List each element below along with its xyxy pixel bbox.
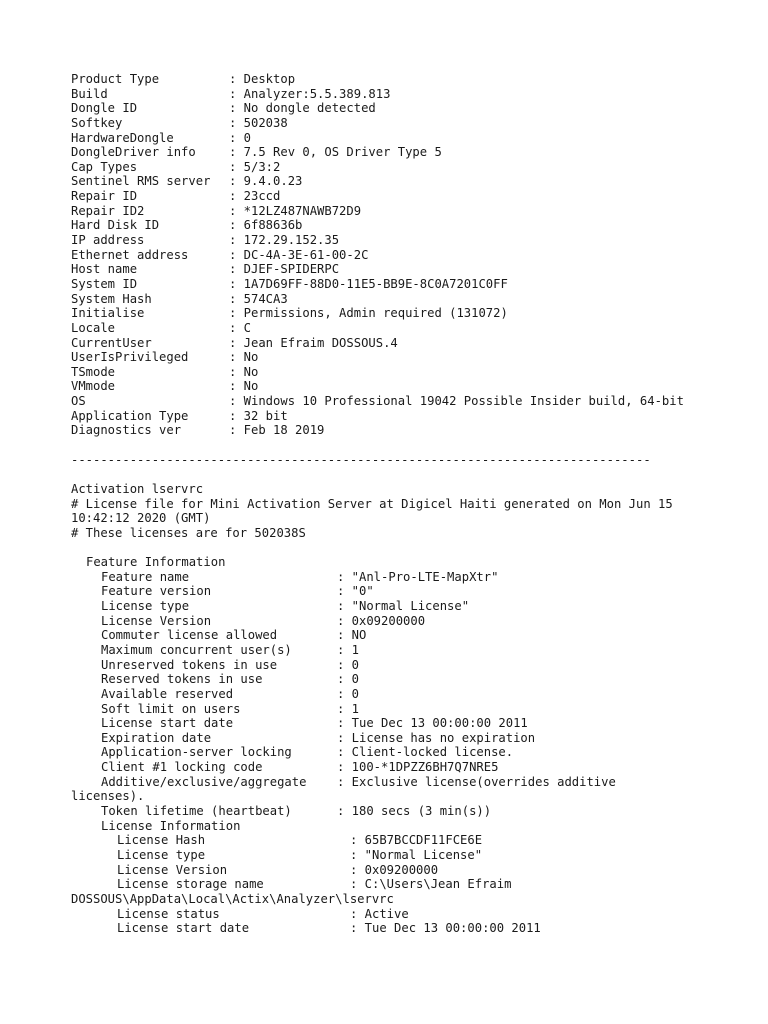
info-value: : Windows 10 Professional 19042 Possible Insider build, 64-bit <box>229 394 684 409</box>
info-key: System ID <box>71 276 138 291</box>
feature-row <box>71 731 751 746</box>
license-comment: # These licenses are for 502038S <box>71 525 306 540</box>
info-value: : Permissions, Admin required (131072) <box>229 306 508 321</box>
info-value: : 6f88636b <box>229 218 303 233</box>
info-value: : 23ccd <box>229 189 281 204</box>
info-key: Repair ID2 <box>71 203 145 218</box>
info-key: Application Type <box>71 408 189 423</box>
info-row <box>71 204 751 219</box>
info-value: : DJEF-SPIDERPC <box>229 262 340 277</box>
info-value: : Desktop <box>229 72 296 86</box>
feature-value: : 1 <box>337 642 360 657</box>
info-value: : C <box>229 320 252 335</box>
license-row <box>71 907 751 922</box>
license-value: : C:\Users\Jean Efraim <box>350 877 512 892</box>
license-key: License type <box>117 847 206 862</box>
feature-row <box>71 804 751 819</box>
info-row <box>71 306 751 321</box>
feature-key: Expiration date <box>101 730 212 745</box>
info-row <box>71 233 751 248</box>
info-row <box>71 131 751 146</box>
feature-key: Available reserved <box>101 686 234 701</box>
feature-key: Maximum concurrent user(s) <box>101 642 292 657</box>
info-row <box>71 409 751 424</box>
feature-row <box>71 745 751 760</box>
info-key: Cap Types <box>71 159 138 174</box>
feature-key: Unreserved tokens in use <box>101 657 278 672</box>
feature-key: License type <box>101 599 190 614</box>
info-value: : *12LZ487NAWB72D9 <box>229 203 362 218</box>
info-key: System Hash <box>71 291 152 306</box>
info-key: UserIsPrivileged <box>71 350 189 365</box>
info-value: : Feb 18 2019 <box>229 423 325 438</box>
info-key: Sentinel RMS server <box>71 174 211 189</box>
license-comment: # License file for Mini Activation Server at Digicel Haiti generated on Mon Jun 15 <box>71 496 673 511</box>
feature-value: : 0 <box>337 657 360 672</box>
separator-line: ------------------------------------------------------------------------------- <box>71 452 651 467</box>
feature-value: : License has no expiration <box>337 730 536 745</box>
feature-value-wrap: licenses). <box>71 789 145 804</box>
info-key: Dongle ID <box>71 101 138 116</box>
info-value: : 32 bit <box>229 408 288 423</box>
info-key: VMmode <box>71 379 116 394</box>
info-key: Softkey <box>71 115 123 130</box>
info-row <box>71 160 751 175</box>
feature-value: : 0x09200000 <box>337 613 426 628</box>
info-row <box>71 350 751 365</box>
activation-section <box>71 482 751 541</box>
feature-key: Soft limit on users <box>101 701 241 716</box>
info-row <box>71 72 751 87</box>
feature-row <box>71 584 751 599</box>
info-row <box>71 218 751 233</box>
system-info-section <box>71 72 751 438</box>
info-row <box>71 394 751 409</box>
info-row <box>71 145 751 160</box>
info-row <box>71 248 751 263</box>
info-value: : 1A7D69FF-88D0-11E5-BB9E-8C0A7201C0FF <box>229 276 508 291</box>
feature-row <box>71 628 751 643</box>
info-key: TSmode <box>71 364 116 379</box>
feature-value: : "Anl-Pro-LTE-MapXtr" <box>337 569 499 584</box>
license-row <box>71 863 751 878</box>
license-key: License Version <box>117 862 228 877</box>
info-value: : 502038 <box>229 115 288 130</box>
info-row <box>71 277 751 292</box>
feature-key: Feature name <box>101 569 190 584</box>
activation-title: Activation lservrc <box>71 481 204 496</box>
feature-value: : 0 <box>337 672 360 687</box>
license-key: License storage name <box>117 877 264 892</box>
info-row <box>71 174 751 189</box>
info-value: : No <box>229 379 259 394</box>
info-value: : 172.29.152.35 <box>229 233 340 248</box>
feature-value: : 180 secs (3 min(s)) <box>337 804 492 819</box>
info-key: CurrentUser <box>71 335 152 350</box>
info-key: Diagnostics ver <box>71 423 182 438</box>
license-value: : Active <box>350 906 409 921</box>
feature-row <box>71 702 751 717</box>
feature-row <box>71 599 751 614</box>
feature-key: License Version <box>101 613 212 628</box>
info-key: Product Type <box>71 72 160 86</box>
feature-key: Application-server locking <box>101 745 292 760</box>
feature-row <box>71 760 751 775</box>
feature-key: Token lifetime (heartbeat) <box>101 804 292 819</box>
info-value: : DC-4A-3E-61-00-2C <box>229 247 369 262</box>
info-value: : No <box>229 350 259 365</box>
info-key: Build <box>71 86 108 101</box>
info-value: : No dongle detected <box>229 101 376 116</box>
feature-row <box>71 672 751 687</box>
info-key: HardwareDongle <box>71 130 174 145</box>
info-row <box>71 101 751 116</box>
feature-value: : 100-*1DPZZ6BH7Q7NRE5 <box>337 760 499 775</box>
info-row <box>71 292 751 307</box>
info-row <box>71 423 751 438</box>
info-value: : No <box>229 364 259 379</box>
feature-information-section <box>71 555 751 936</box>
license-row <box>71 877 751 892</box>
license-value-wrap: DOSSOUS\AppData\Local\Actix\Analyzer\lservrc <box>71 891 394 906</box>
license-value: : 0x09200000 <box>350 862 439 877</box>
license-key: License status <box>117 906 220 921</box>
feature-value: : 0 <box>337 686 360 701</box>
license-info-heading: License Information <box>101 818 241 833</box>
info-row <box>71 365 751 380</box>
info-value: : Jean Efraim DOSSOUS.4 <box>229 335 398 350</box>
feature-row <box>71 687 751 702</box>
info-key: Locale <box>71 320 116 335</box>
info-key: Hard Disk ID <box>71 218 160 233</box>
feature-row <box>71 658 751 673</box>
license-comment-continued: 10:42:12 2020 (GMT) <box>71 511 211 526</box>
license-row <box>71 921 751 936</box>
feature-value: : Exclusive license(overrides additive <box>337 774 616 789</box>
feature-row <box>71 614 751 629</box>
info-row <box>71 262 751 277</box>
info-key: OS <box>71 394 86 409</box>
feature-value: : Client-locked license. <box>337 745 514 760</box>
feature-row <box>71 716 751 731</box>
info-row <box>71 87 751 102</box>
license-diagnostics-document <box>71 72 751 936</box>
license-value: : 65B7BCCDF11FCE6E <box>350 833 483 848</box>
feature-key: Additive/exclusive/aggregate <box>101 774 307 789</box>
feature-value: : "Normal License" <box>337 599 470 614</box>
info-key: DongleDriver info <box>71 145 196 160</box>
feature-row <box>71 643 751 658</box>
feature-row <box>71 775 751 790</box>
info-value: : 0 <box>229 130 252 145</box>
info-row <box>71 379 751 394</box>
info-row <box>71 189 751 204</box>
feature-key: Reserved tokens in use <box>101 672 263 687</box>
info-value: : 574CA3 <box>229 291 288 306</box>
feature-heading: Feature Information <box>86 555 226 570</box>
feature-value: : NO <box>337 628 367 643</box>
license-value: : "Normal License" <box>350 847 483 862</box>
license-value: : Tue Dec 13 00:00:00 2011 <box>350 921 541 936</box>
license-row <box>71 848 751 863</box>
info-key: IP address <box>71 233 145 248</box>
feature-value: : "0" <box>337 584 374 599</box>
feature-key: Commuter license allowed <box>101 628 278 643</box>
info-row <box>71 336 751 351</box>
feature-value: : Tue Dec 13 00:00:00 2011 <box>337 716 528 731</box>
info-key: Repair ID <box>71 189 138 204</box>
info-key: Ethernet address <box>71 247 189 262</box>
feature-key: Feature version <box>101 584 212 599</box>
license-key: License Hash <box>117 833 206 848</box>
info-value: : 5/3:2 <box>229 159 281 174</box>
info-row <box>71 321 751 336</box>
info-key: Initialise <box>71 306 145 321</box>
feature-key: License start date <box>101 716 234 731</box>
info-row <box>71 116 751 131</box>
feature-key: Client #1 locking code <box>101 760 263 775</box>
info-value: : Analyzer:5.5.389.813 <box>229 86 391 101</box>
license-row <box>71 833 751 848</box>
feature-value: : 1 <box>337 701 360 716</box>
info-key: Host name <box>71 262 138 277</box>
license-key: License start date <box>117 921 250 936</box>
info-value: : 9.4.0.23 <box>229 174 303 189</box>
feature-row <box>71 570 751 585</box>
info-value: : 7.5 Rev 0, OS Driver Type 5 <box>229 145 442 160</box>
